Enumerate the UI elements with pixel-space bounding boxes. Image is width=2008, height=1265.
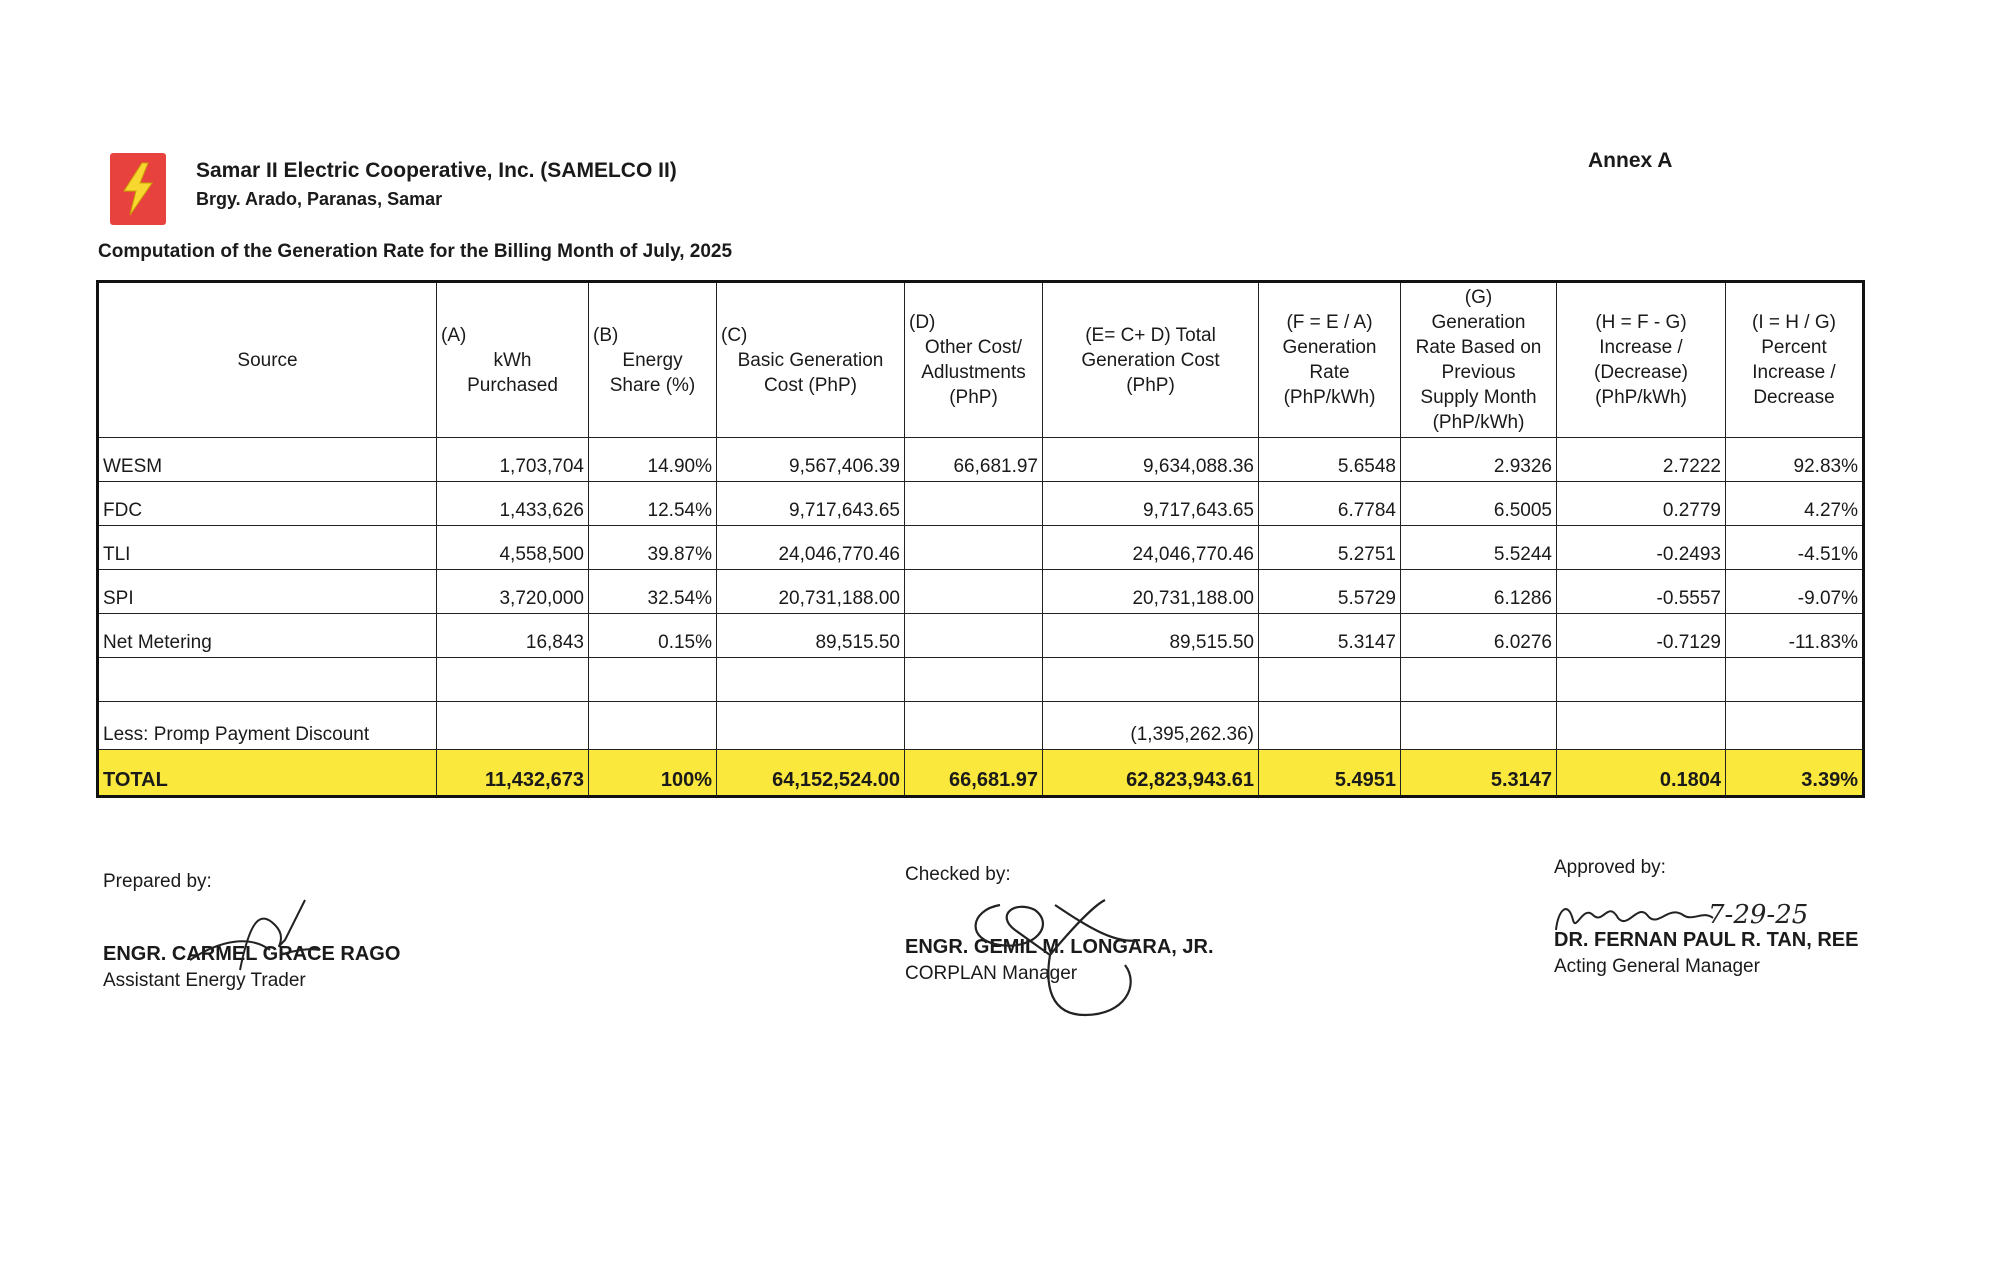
table-cell: 62,823,943.61 bbox=[1043, 750, 1259, 797]
table-cell: 3.39% bbox=[1726, 750, 1864, 797]
column-header-text: (E= C+ D) Total Generation Cost (PhP) bbox=[1081, 324, 1220, 396]
table-cell: -0.7129 bbox=[1557, 614, 1726, 658]
table-cell: 5.3147 bbox=[1401, 750, 1557, 797]
table-cell bbox=[905, 702, 1043, 750]
table-cell: 16,843 bbox=[437, 614, 589, 658]
table-cell bbox=[1557, 702, 1726, 750]
cooperative-logo bbox=[110, 153, 166, 225]
table-cell: 4.27% bbox=[1726, 482, 1864, 526]
table-cell: 4,558,500 bbox=[437, 526, 589, 570]
table-cell: 14.90% bbox=[589, 438, 717, 482]
table-cell: -11.83% bbox=[1726, 614, 1864, 658]
prepared-by-block bbox=[103, 871, 400, 992]
column-header-letter: (A) bbox=[441, 324, 467, 346]
column-header-7 bbox=[1401, 282, 1557, 438]
table-cell bbox=[905, 658, 1043, 702]
total-row bbox=[98, 750, 1864, 797]
annex-label: Annex A bbox=[1588, 149, 1673, 172]
table-row bbox=[98, 482, 1864, 526]
row-source-cell: WESM bbox=[98, 438, 437, 482]
row-source-cell: FDC bbox=[98, 482, 437, 526]
table-cell: 0.2779 bbox=[1557, 482, 1726, 526]
preparer-name: ENGR. CARMEL GRACE RAGO bbox=[103, 943, 401, 965]
generation-rate-table bbox=[96, 280, 1865, 798]
table-cell: 5.5244 bbox=[1401, 526, 1557, 570]
row-source-cell bbox=[98, 658, 437, 702]
column-header-text: Other Cost/ Adlustments (PhP) bbox=[921, 337, 1026, 408]
table-cell bbox=[437, 658, 589, 702]
table-cell bbox=[1557, 658, 1726, 702]
table-cell: 6.5005 bbox=[1401, 482, 1557, 526]
table-cell: 9,567,406.39 bbox=[717, 438, 905, 482]
table-cell: 12.54% bbox=[589, 482, 717, 526]
column-header-text: (F = E / A) Generation Rate (PhP/kWh) bbox=[1282, 312, 1377, 408]
table-cell bbox=[905, 614, 1043, 658]
column-header-text: Energy Share (%) bbox=[609, 349, 696, 396]
column-header-text: (I = H / G) Percent Increase / Decrease bbox=[1752, 312, 1836, 408]
table-cell bbox=[1043, 658, 1259, 702]
table-cell bbox=[905, 570, 1043, 614]
column-header-1 bbox=[437, 282, 589, 438]
table-cell: 5.3147 bbox=[1259, 614, 1401, 658]
column-header-6 bbox=[1259, 282, 1401, 438]
table-cell: 9,717,643.65 bbox=[1043, 482, 1259, 526]
table-cell: 11,432,673 bbox=[437, 750, 589, 797]
column-header-text: (H = F - G) Increase / (Decrease) (PhP/kWh) bbox=[1594, 312, 1688, 408]
table-cell: 66,681.97 bbox=[905, 438, 1043, 482]
table-cell: 20,731,188.00 bbox=[1043, 570, 1259, 614]
column-header-3 bbox=[717, 282, 905, 438]
table-cell bbox=[589, 702, 717, 750]
column-header-5 bbox=[1043, 282, 1259, 438]
checked-by-caption: Checked by: bbox=[905, 864, 1011, 885]
table-cell: 1,433,626 bbox=[437, 482, 589, 526]
table-cell: 24,046,770.46 bbox=[1043, 526, 1259, 570]
row-source-cell: Less: Promp Payment Discount bbox=[98, 702, 437, 750]
organization-name: Samar II Electric Cooperative, Inc. (SAMELCO II) bbox=[196, 159, 677, 182]
table-cell bbox=[905, 482, 1043, 526]
table-cell: 0.15% bbox=[589, 614, 717, 658]
table-cell: 0.1804 bbox=[1557, 750, 1726, 797]
approved-by-block bbox=[1554, 857, 1858, 978]
table-cell: 5.5729 bbox=[1259, 570, 1401, 614]
table-cell bbox=[905, 526, 1043, 570]
table-cell: 100% bbox=[589, 750, 717, 797]
table-cell: 92.83% bbox=[1726, 438, 1864, 482]
prepared-by-caption: Prepared by: bbox=[103, 871, 212, 892]
approver-name: DR. FERNAN PAUL R. TAN, REE bbox=[1554, 929, 1859, 951]
table-cell: 32.54% bbox=[589, 570, 717, 614]
table-cell bbox=[1726, 658, 1864, 702]
row-source-cell: Net Metering bbox=[98, 614, 437, 658]
table-cell bbox=[717, 702, 905, 750]
row-source-cell: SPI bbox=[98, 570, 437, 614]
row-source-cell: TLI bbox=[98, 526, 437, 570]
row-source-cell: TOTAL bbox=[98, 750, 437, 797]
table-cell: 5.2751 bbox=[1259, 526, 1401, 570]
discount-row bbox=[98, 702, 1864, 750]
table-cell: 6.0276 bbox=[1401, 614, 1557, 658]
checker-position: CORPLAN Manager bbox=[905, 963, 1078, 984]
column-header-letter: (B) bbox=[593, 324, 619, 346]
table-cell: -0.2493 bbox=[1557, 526, 1726, 570]
table-cell: 39.87% bbox=[589, 526, 717, 570]
checker-name: ENGR. GEMIL M. LONGARA, JR. bbox=[905, 936, 1214, 958]
column-header-text: Basic Generation Cost (PhP) bbox=[737, 349, 884, 396]
table-row bbox=[98, 438, 1864, 482]
table-cell bbox=[1401, 702, 1557, 750]
table-cell bbox=[1401, 658, 1557, 702]
column-header-0 bbox=[98, 282, 437, 438]
table-cell: 5.6548 bbox=[1259, 438, 1401, 482]
table-row bbox=[98, 570, 1864, 614]
table-cell: -9.07% bbox=[1726, 570, 1864, 614]
column-header-letter: (C) bbox=[721, 324, 748, 346]
table-cell bbox=[1259, 658, 1401, 702]
table-cell: 9,634,088.36 bbox=[1043, 438, 1259, 482]
table-row bbox=[98, 614, 1864, 658]
table-cell: -0.5557 bbox=[1557, 570, 1726, 614]
table-cell: 6.1286 bbox=[1401, 570, 1557, 614]
table-cell: -4.51% bbox=[1726, 526, 1864, 570]
table-cell bbox=[1726, 702, 1864, 750]
approver-position: Acting General Manager bbox=[1554, 956, 1760, 977]
lightning-bolt-icon bbox=[118, 161, 158, 217]
column-header-4 bbox=[905, 282, 1043, 438]
table-cell bbox=[717, 658, 905, 702]
table-cell: 66,681.97 bbox=[905, 750, 1043, 797]
table-row-blank bbox=[98, 658, 1864, 702]
table-header-row bbox=[98, 282, 1864, 438]
column-header-text: (G) Generation Rate Based on Previous Supply Month (PhP/kWh) bbox=[1415, 287, 1542, 433]
table-cell bbox=[437, 702, 589, 750]
organization-address: Brgy. Arado, Paranas, Samar bbox=[196, 189, 443, 209]
table-cell: 89,515.50 bbox=[1043, 614, 1259, 658]
table-cell: 5.4951 bbox=[1259, 750, 1401, 797]
table-cell: 3,720,000 bbox=[437, 570, 589, 614]
table-cell: 89,515.50 bbox=[717, 614, 905, 658]
preparer-position: Assistant Energy Trader bbox=[103, 970, 306, 991]
column-header-letter: (D) bbox=[909, 312, 936, 333]
column-header-9 bbox=[1726, 282, 1864, 438]
approval-handwritten-date: 7-29-25 bbox=[1708, 900, 1809, 930]
generation-rate-table-wrapper bbox=[96, 280, 1862, 798]
approved-by-caption: Approved by: bbox=[1554, 857, 1666, 878]
table-cell: 2.7222 bbox=[1557, 438, 1726, 482]
column-header-text: Source bbox=[237, 349, 298, 371]
table-cell bbox=[589, 658, 717, 702]
table-cell: (1,395,262.36) bbox=[1043, 702, 1259, 750]
table-row bbox=[98, 526, 1864, 570]
table-cell: 24,046,770.46 bbox=[717, 526, 905, 570]
table-cell: 2.9326 bbox=[1401, 438, 1557, 482]
table-cell: 1,703,704 bbox=[437, 438, 589, 482]
checked-by-block bbox=[905, 864, 1214, 985]
table-cell bbox=[1259, 702, 1401, 750]
column-header-text: kWh Purchased bbox=[467, 349, 558, 396]
table-cell: 20,731,188.00 bbox=[717, 570, 905, 614]
table-cell: 6.7784 bbox=[1259, 482, 1401, 526]
computation-title: Computation of the Generation Rate for the Billing Month of July, 2025 bbox=[98, 241, 733, 262]
column-header-2 bbox=[589, 282, 717, 438]
table-cell: 9,717,643.65 bbox=[717, 482, 905, 526]
table-cell: 64,152,524.00 bbox=[717, 750, 905, 797]
column-header-8 bbox=[1557, 282, 1726, 438]
table-body bbox=[98, 438, 1864, 797]
